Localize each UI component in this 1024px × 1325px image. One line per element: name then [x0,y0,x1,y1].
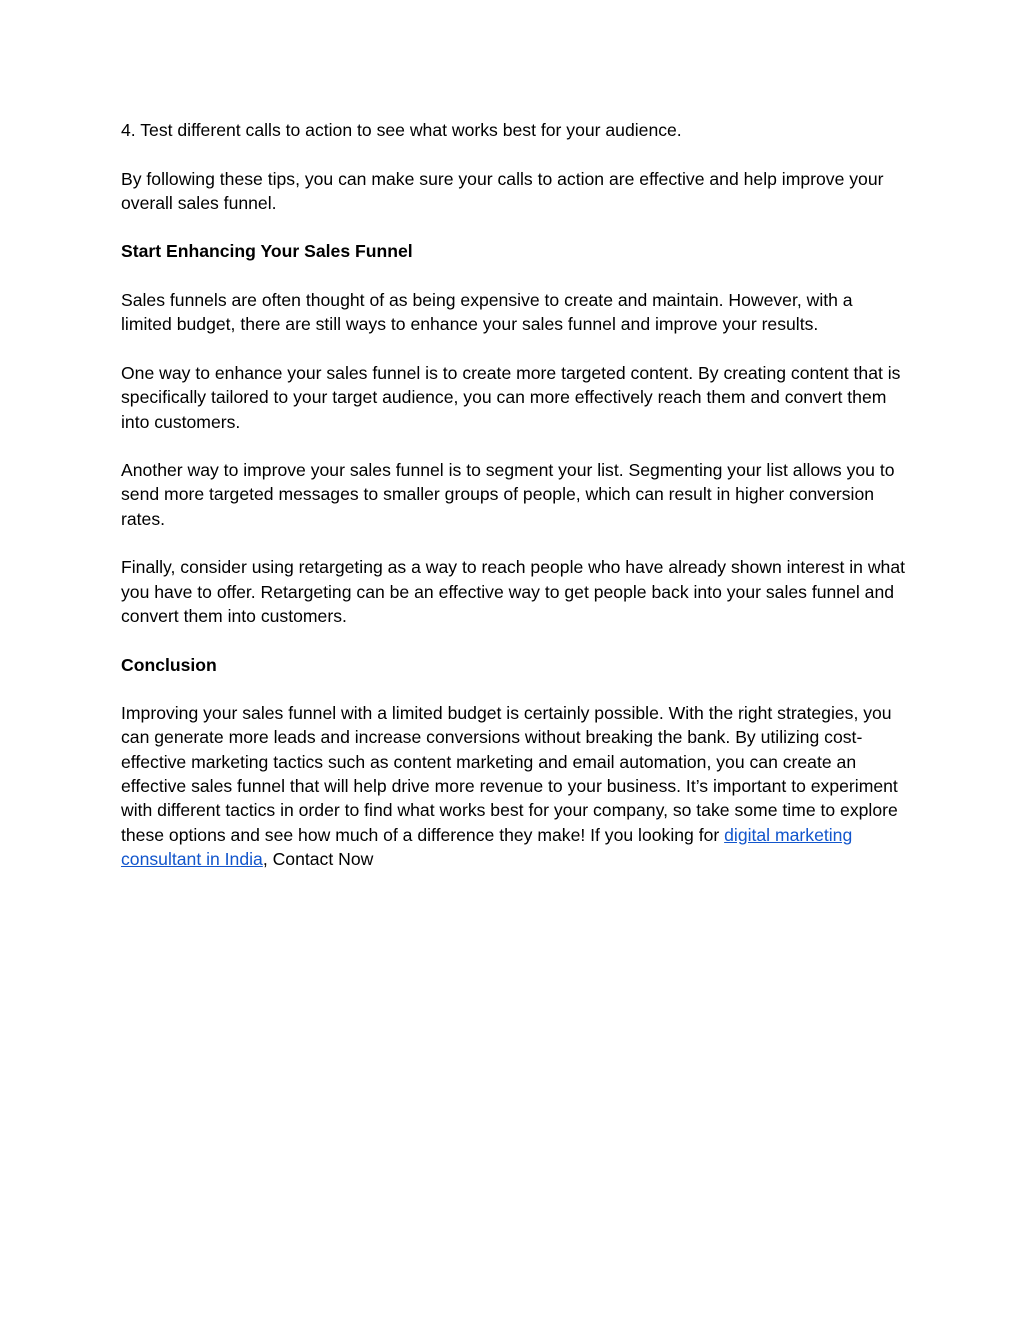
conclusion-text: Improving your sales funnel with a limited budget is certainly possible. With the right strategies, you can generate more leads and increase conversions without breaking the bank. By utilizing cost-effective marketing tactics such as content marketing and email automation, you can create an effective sales funnel that will help drive more revenue to your business. It’s important to experiment with different tactics in order to find what works best for your company, so take some time to explore these options and see how much of a difference they make! If you looking for [121,703,898,845]
retargeting-paragraph: Finally, consider using retargeting as a way to reach people who have already shown interest in what you have to offer. Retargeting can be an effective way to get people back into your sales funnel and convert them into customers. [121,557,906,626]
section-heading-conclusion: Conclusion [121,654,217,675]
targeted-content-paragraph: One way to enhance your sales funnel is to create more targeted content. By creating content that is specifically tailored to your target audience, you can more effectively reach them and convert them into customers. [121,362,901,432]
digital-marketing-consultant-link[interactable]: digital marketing consultant in India [121,824,853,869]
segment-list-paragraph: Another way to improve your sales funnel is to segment your list. Segmenting your list allows you to send more targeted messages to smaller groups of people, which can result in higher conversion rates. [121,460,895,529]
expensive-funnels-paragraph: Sales funnels are often thought of as being expensive to create and maintain. However, with a limited budget, there are still ways to enhance your sales funnel and improve your results. [121,290,853,335]
contact-now-text: , Contact Now [262,848,374,869]
following-tips-paragraph: By following these tips, you can make sure your calls to action are effective and help improve your overall sales funnel. [121,168,884,213]
document-body [121,118,907,896]
tip-4-paragraph: 4. Test different calls to action to see what works best for your audience. [121,120,682,140]
section-heading-enhance: Start Enhancing Your Sales Funnel [121,241,413,262]
conclusion-paragraph [121,701,907,871]
